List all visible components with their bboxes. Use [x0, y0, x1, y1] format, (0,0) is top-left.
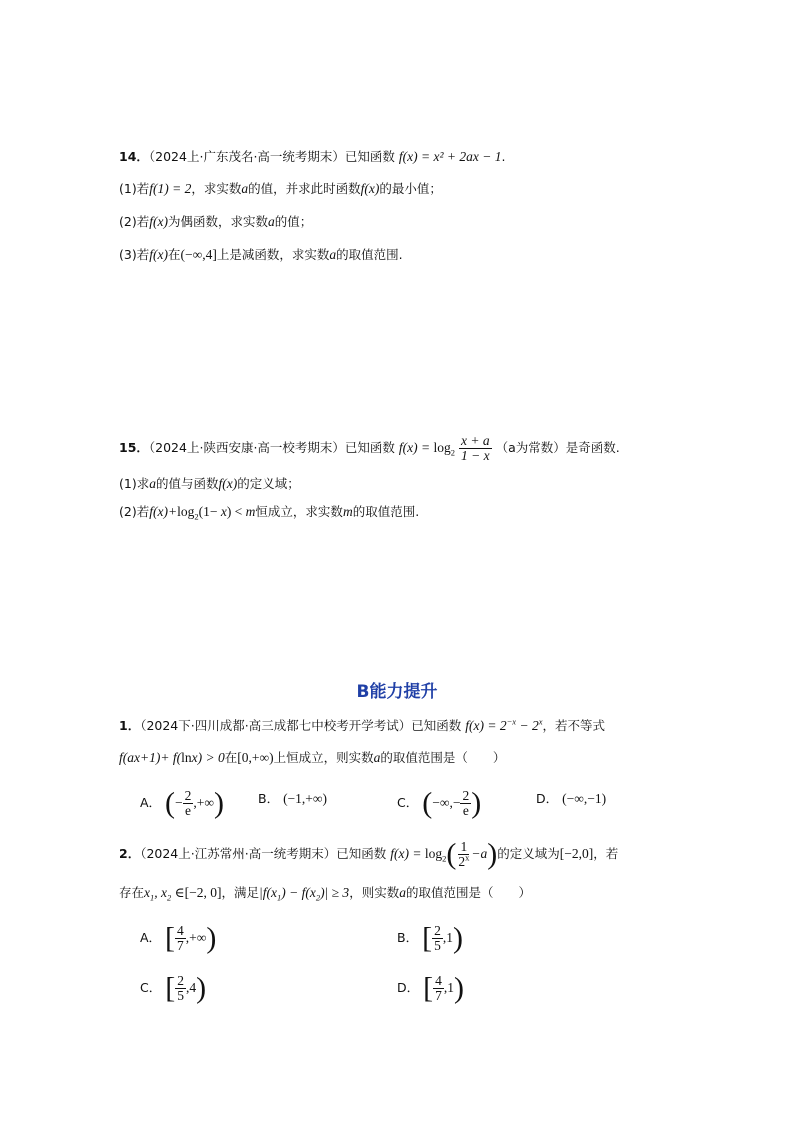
q14-part3: (3)若f(x)在(−∞,4]上是减函数，求实数a的取值范围.: [119, 247, 403, 262]
section-title: B能力提升: [356, 682, 438, 702]
b2-line2: 存在$x_1$, $x_2$ ∈[−2, 0]，满足$|f(x_1) - f(x_2)| \ge 3$，则实数a的取值范围是（ ）: [119, 885, 531, 903]
b2-option-c[interactable]: C． [ $\frac{2}{5}$ ,4): [140, 971, 207, 1005]
b2-source: （2024上·江苏常州·高一统考期末）: [140, 846, 337, 861]
q15-source: （2024上·陕西安康·高一校考期末）: [148, 440, 345, 455]
b2-number: 2．: [119, 846, 141, 861]
q15-part1: (1)求a的值与函数f(x)的定义域；: [119, 476, 300, 491]
q14-function: f(x) = x² + 2ax − 1: [398, 149, 502, 164]
q15-fraction: $\frac{x + a}{1 - x}$: [461, 433, 490, 463]
q14-part2: (2)若f(x)为偶函数，求实数a的值；: [119, 214, 313, 229]
b1-option-a[interactable]: A． (− $\frac{2}{e}$ ,+∞): [140, 786, 225, 820]
q14-number: 14．: [119, 149, 149, 164]
q15-part2: (2)若$f(x)+\log_2(1- x) < m$恒成立，求实数m的取值范围.: [119, 504, 420, 522]
b2-option-d[interactable]: D． [ $\frac{4}{7}$ ,1): [397, 971, 464, 1005]
b1-option-d[interactable]: D． (−∞,−1): [536, 791, 607, 806]
b1-line2: f(ax+1)+ f(lnx) > 0在[0,+∞)上恒成立，则实数a的取值范围是（ ）: [119, 750, 506, 765]
b1-option-c[interactable]: C． (−∞,− $\frac{2}{e}$ ): [397, 786, 482, 820]
b2-option-a[interactable]: A． [ $\frac{4}{7}$ ,+∞): [140, 921, 217, 955]
b2-stem: 2．（2024上·江苏常州·高一统考期末）已知函数 $f(x) = \log_2$( $\frac{1}{2^x}$ −a)的定义域为[−2,0]，若: [119, 837, 619, 871]
q14-source: （2024上·广东茂名·高一统考期末）: [148, 149, 345, 164]
q14-part1: (1)若f(1) = 2，求实数a的值，并求此时函数f(x)的最小值；: [119, 181, 442, 196]
q14-stem: 14．（2024上·广东茂名·高一统考期末）已知函数 f(x) = x² + 2ax − 1.: [119, 149, 506, 164]
q15-number: 15．: [119, 440, 149, 455]
b1-number: 1．: [119, 718, 141, 733]
q15-stem: 15．（2024上·陕西安康·高一校考期末）已知函数 $f(x) = \log_2$ $\frac{x + a}{1 - x}$ （a为常数）是奇函数.: [119, 433, 620, 463]
b1-source: （2024下·四川成都·高三成都七中校考开学考试）: [140, 718, 412, 733]
b1-option-b[interactable]: B． (−1,+∞): [258, 791, 328, 806]
b2-option-b[interactable]: B． [ $\frac{2}{5}$ ,1): [397, 921, 463, 955]
b1-stem: 1．（2024下·四川成都·高三成都七中校考开学考试）已知函数 $f(x) = 2^{-x} - 2^x$，若不等式: [119, 716, 605, 733]
